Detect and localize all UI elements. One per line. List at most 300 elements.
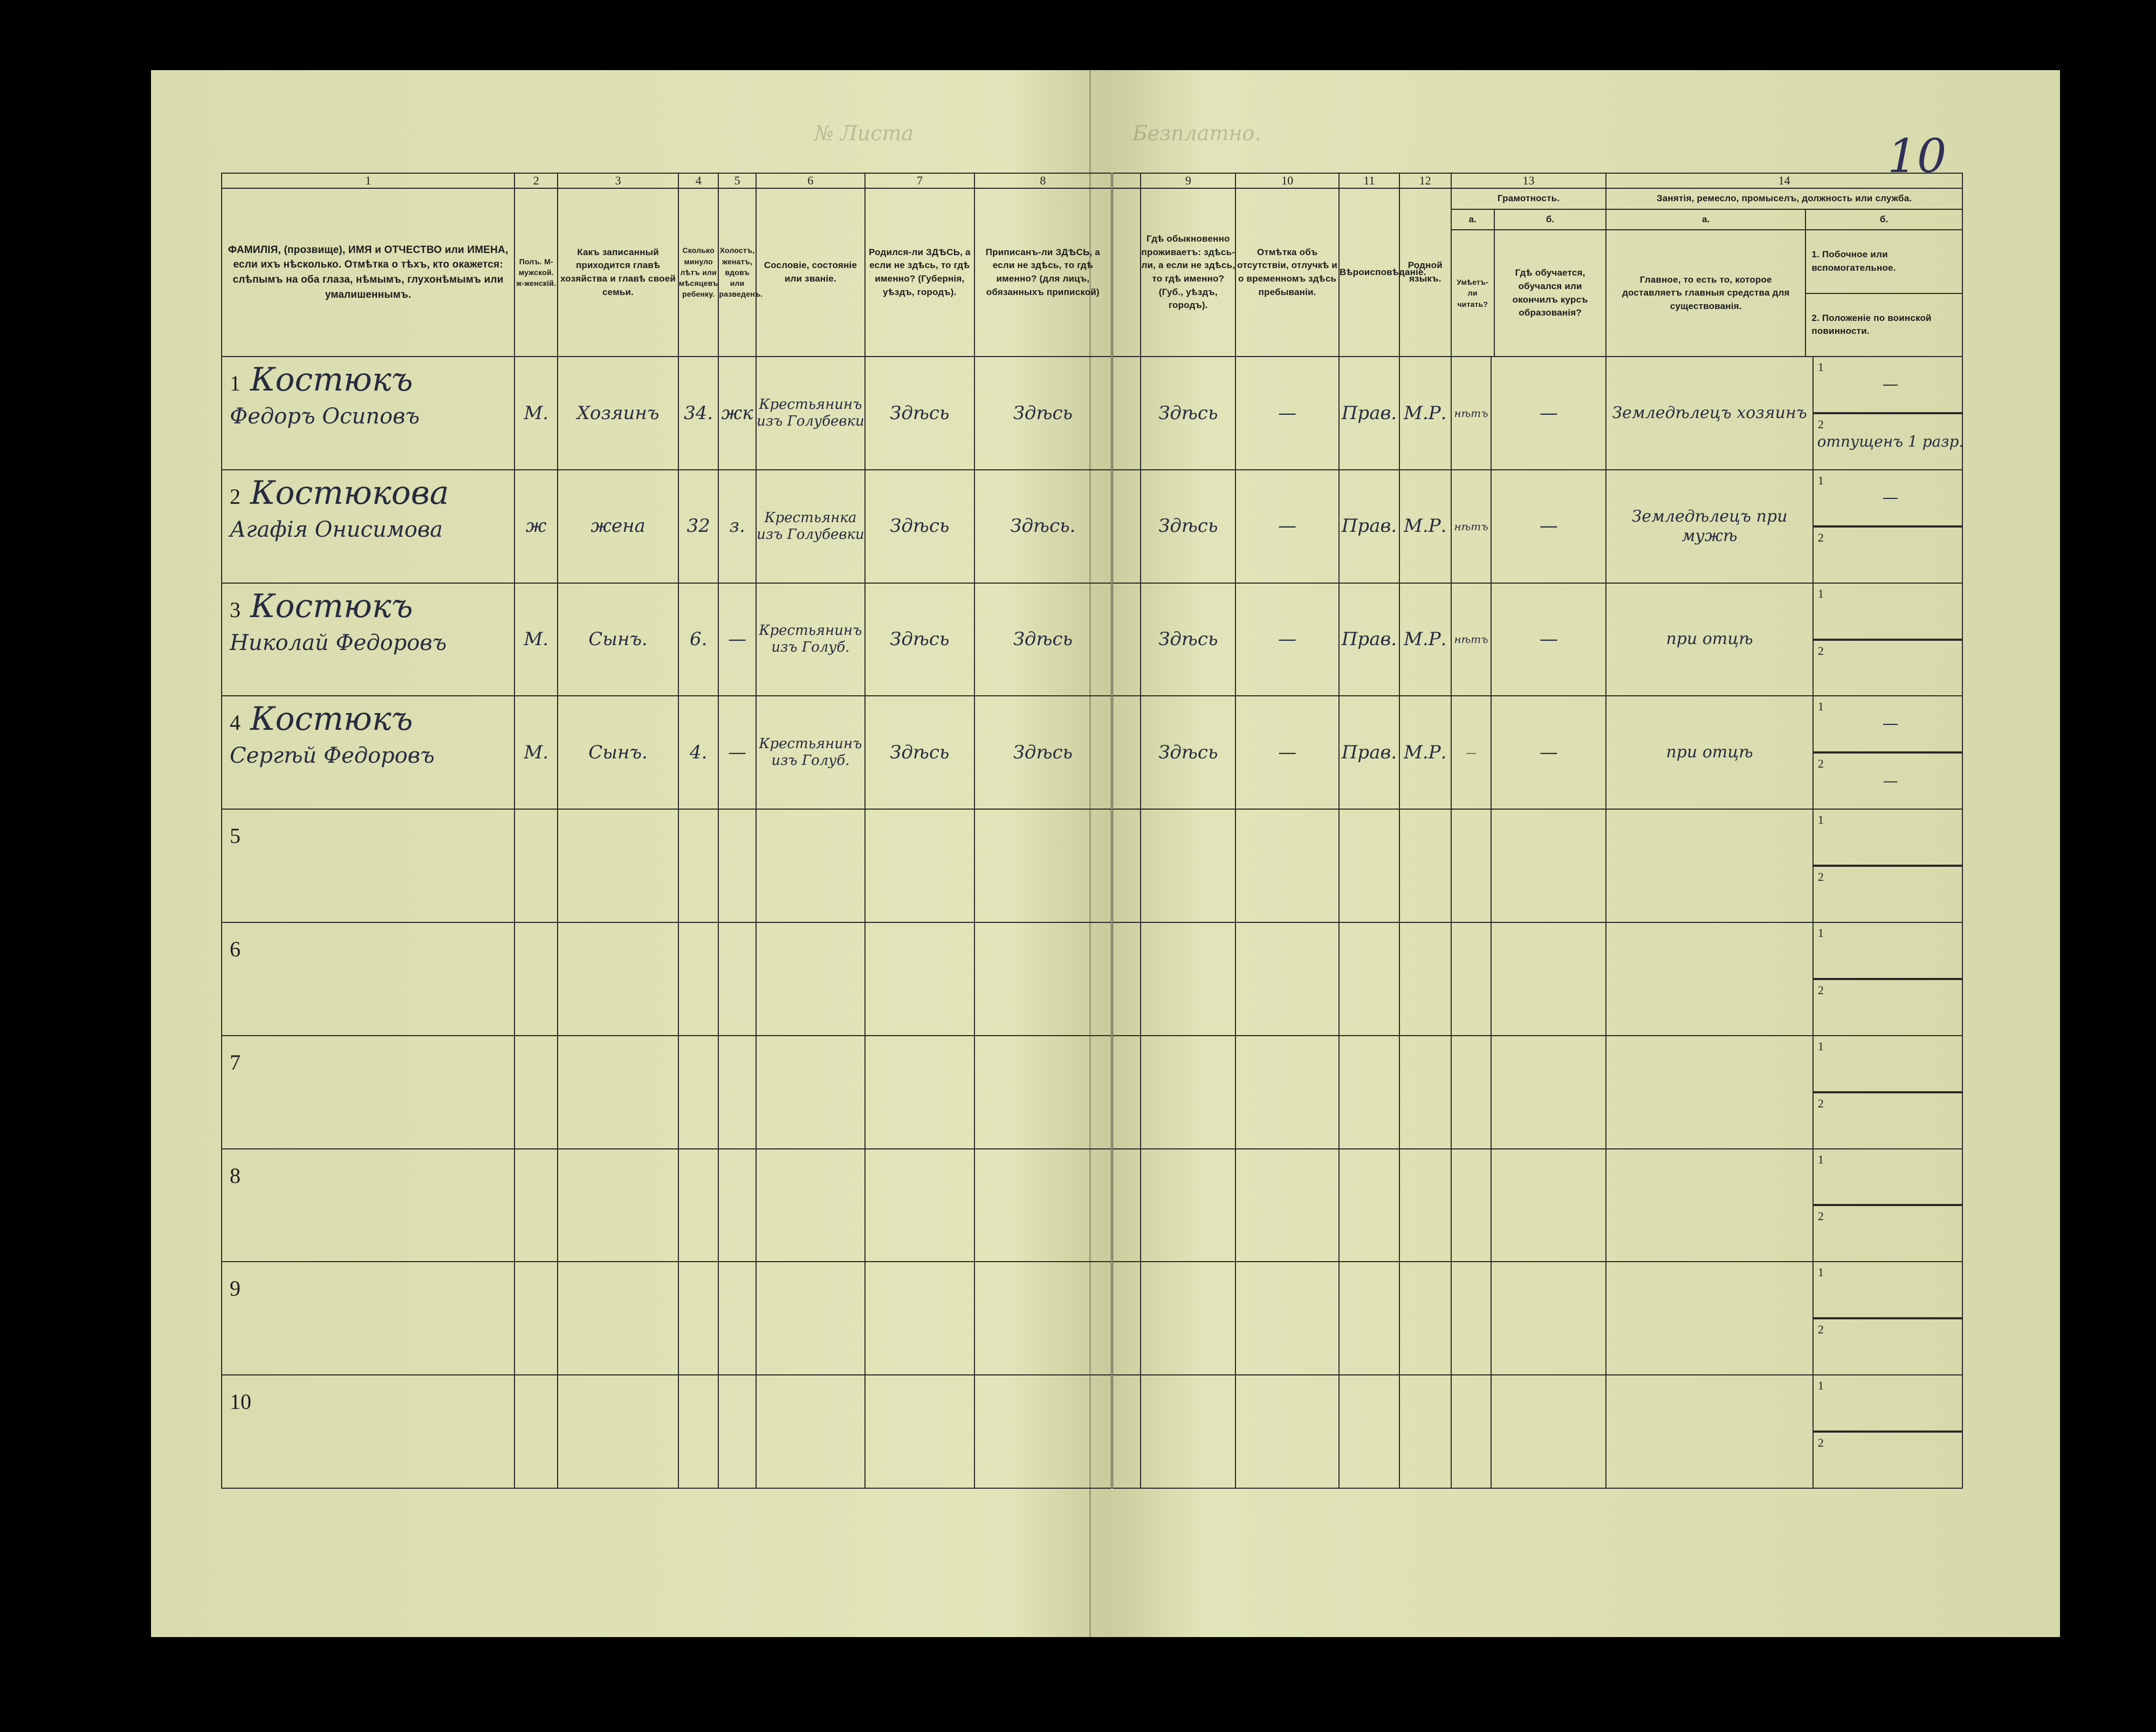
surname: Костюкъ: [250, 587, 413, 625]
cell-registered: [974, 470, 1113, 583]
value-resides: Здѣсь: [1158, 628, 1218, 651]
cell-sex: [514, 696, 558, 809]
cell-registered: [974, 922, 1113, 1036]
header-education: Гдѣ обучается, обучался или окончилъ курсъ образованія?: [1512, 268, 1588, 318]
value-education: —: [1539, 402, 1558, 424]
person-name-cell: [222, 809, 514, 922]
cell-born: [865, 809, 974, 922]
header-literacy: Грамотность.: [1452, 189, 1606, 210]
cell-sex: [514, 357, 558, 470]
cell-occupation-side: [1813, 357, 1962, 470]
cell-language: [1399, 1149, 1451, 1262]
cell-occupation_main: [1606, 696, 1813, 809]
cell-marital: [718, 1262, 756, 1375]
value-absence: —: [1278, 515, 1297, 537]
cell-language: [1399, 1375, 1451, 1488]
cell-estate: [756, 583, 865, 696]
value-education: —: [1539, 515, 1558, 537]
cell-absence: [1235, 1036, 1339, 1149]
cell-occupation_main: [1606, 470, 1813, 583]
header-age: Сколько минуло лѣтъ или мѣсяцевъ ребенку.: [678, 188, 719, 357]
value-absence: —: [1278, 741, 1297, 763]
table-row: [222, 696, 1962, 809]
cell-language: [1399, 1036, 1451, 1149]
header-military: 2. Положеніе по воинской повинности.: [1811, 312, 1932, 337]
cell-sex: [514, 470, 558, 583]
cell-occupation-side: [1813, 809, 1962, 922]
cell-religion: [1339, 809, 1399, 922]
surname: Костюкова: [250, 474, 449, 512]
cell-relation: [558, 809, 678, 922]
cell-language: [1399, 1262, 1451, 1375]
value-literate: нѣтъ: [1454, 519, 1488, 533]
cell-occupation-side: [1813, 922, 1962, 1036]
cell-age: [678, 809, 719, 922]
row-number: 5: [230, 824, 241, 848]
cell-relation: [558, 1262, 678, 1375]
cell-religion: [1339, 1262, 1399, 1375]
header-estate: Сословіе, состояніе или званіе.: [756, 188, 865, 357]
cell-age: [678, 922, 719, 1036]
faint-free-stamp: Безплатно.: [1132, 121, 1261, 145]
cell-sex: [514, 1036, 558, 1149]
cell-education: [1491, 1375, 1606, 1488]
cell-estate: [756, 357, 865, 470]
cell-sex: [514, 1375, 558, 1488]
cell-born: [865, 922, 974, 1036]
given-name: Федоръ Осиповъ: [230, 404, 420, 429]
gutter-cell: [1112, 470, 1141, 583]
cell-marital: [718, 696, 756, 809]
colnum-2: 2: [514, 173, 558, 188]
value-education: —: [1539, 628, 1558, 651]
value-sex: М.: [524, 741, 549, 763]
gutter-cell: [1112, 583, 1141, 696]
cell-relation: [558, 1375, 678, 1488]
faint-sheet-number: № Листа: [814, 121, 914, 145]
given-name: Николай Федоровъ: [230, 630, 447, 655]
row-number: 1: [230, 371, 241, 395]
header-occupation-group: [1606, 188, 1962, 357]
cell-estate: [756, 696, 865, 809]
value-military: отпущенъ 1 разр.: [1817, 433, 1964, 451]
table-row: [222, 583, 1962, 696]
gutter-cell: [1112, 1149, 1141, 1262]
row-number: 10: [230, 1389, 251, 1414]
cell-religion: [1339, 357, 1399, 470]
cell-age: [678, 470, 719, 583]
cell-estate: [756, 922, 865, 1036]
cell-absence: [1235, 357, 1339, 470]
cell-born: [865, 1375, 974, 1488]
cell-education: [1491, 357, 1606, 470]
header-residence: Гдѣ обыкновенно проживаетъ: здѣсь-ли, а если не здѣсь, то гдѣ именно? (Губ., уѣздъ, городъ).: [1141, 188, 1235, 357]
cell-sex: [514, 1149, 558, 1262]
value-born: Здѣсь: [890, 402, 950, 424]
cell-registered: [974, 357, 1113, 470]
cell-religion: [1339, 1149, 1399, 1262]
header-registration: Приписанъ-ли ЗДѢСЬ, а если не здѣсь, то гдѣ именно? (для лицъ, обязанныхъ припиской): [974, 188, 1113, 357]
value-estate: Крестьянинъ изъ Голуб.: [759, 736, 862, 769]
folio-number: 10: [1887, 129, 1947, 183]
cell-resides: [1141, 1036, 1235, 1149]
cell-religion: [1339, 696, 1399, 809]
cell-religion: [1339, 922, 1399, 1036]
sub-label-1: 1: [1817, 360, 1824, 374]
value-marital: жк: [721, 402, 753, 424]
gutter-cell: [1112, 922, 1141, 1036]
header-religion: Вѣроисповѣданіе.: [1339, 188, 1399, 357]
value-estate: Крестьянка изъ Голубевки: [757, 509, 864, 543]
sub-label-1: 1: [1817, 1265, 1824, 1279]
cell-relation: [558, 357, 678, 470]
cell-absence: [1235, 470, 1339, 583]
cell-occupation-side: [1813, 1375, 1962, 1488]
colnum-14: 14: [1606, 173, 1962, 188]
header-marital: Холостъ, женатъ, вдовъ или разведенъ.: [718, 188, 756, 357]
cell-resides: [1141, 809, 1235, 922]
cell-age: [678, 1149, 719, 1262]
header-absence: Отмѣтка объ отсутствіи, отлучкѣ и о временномъ здѣсь пребываніи.: [1235, 188, 1339, 357]
header-literacy-b: б.: [1546, 214, 1555, 224]
cell-education: [1491, 1036, 1606, 1149]
header-row: [222, 188, 1962, 357]
colnum-7: 7: [865, 173, 974, 188]
surname: Костюкъ: [250, 700, 413, 738]
value-age: 4.: [689, 741, 708, 763]
person-name-cell: [222, 922, 514, 1036]
colnum-12: 12: [1399, 173, 1451, 188]
cell-born: [865, 696, 974, 809]
colnum-5: 5: [718, 173, 756, 188]
gutter-cell: [1112, 1375, 1141, 1488]
value-resides: Здѣсь: [1158, 741, 1218, 763]
cell-absence: [1235, 1149, 1339, 1262]
cell-marital: [718, 1149, 756, 1262]
cell-education: [1491, 470, 1606, 583]
header-literacy-a: а.: [1452, 210, 1495, 230]
cell-resides: [1141, 1262, 1235, 1375]
row-number: 3: [230, 597, 241, 622]
cell-resides: [1141, 922, 1235, 1036]
gutter-cell: [1112, 809, 1141, 922]
cell-occupation_main: [1606, 1262, 1813, 1375]
cell-language: [1399, 922, 1451, 1036]
value-religion: Прав.: [1341, 515, 1397, 537]
cell-born: [865, 1149, 974, 1262]
value-language: М.Р.: [1404, 402, 1447, 424]
cell-resides: [1141, 1375, 1235, 1488]
value-relation: жена: [591, 515, 646, 537]
cell-occupation-side: [1813, 1036, 1962, 1149]
header-can-read: Умѣетъ-ли читать?: [1452, 230, 1495, 356]
cell-born: [865, 357, 974, 470]
value-occupation_main: Земледѣлецъ хозяинъ: [1612, 403, 1807, 422]
value-born: Здѣсь: [890, 741, 950, 763]
value-sex: М.: [524, 628, 549, 651]
given-name: Агафія Онисимова: [230, 517, 443, 542]
value-marital: —: [728, 628, 747, 651]
header-relation: Какъ записанный приходится главѣ хозяйства и главѣ своей семьи.: [558, 188, 678, 357]
cell-occupation-side: [1813, 583, 1962, 696]
value-military: —: [1883, 772, 1898, 790]
cell-relation: [558, 1036, 678, 1149]
value-estate: Крестьянинъ изъ Голубевки: [757, 396, 864, 429]
sub-label-1: 1: [1817, 1152, 1824, 1166]
sub-label-1: 1: [1817, 1039, 1824, 1053]
cell-marital: [718, 922, 756, 1036]
value-literate: нѣтъ: [1454, 406, 1488, 420]
header-name: ФАМИЛІЯ, (прозвище), ИМЯ и ОТЧЕСТВО или ИМЕНА, если ихъ нѣсколько. Отмѣтка о тѣхъ, кто окажется: слѣпымъ на оба глаза, нѣмымъ, глухонѣмымъ или умалишеннымъ.: [222, 188, 514, 357]
person-name-cell: [222, 696, 514, 809]
cell-occupation-side: [1813, 696, 1962, 809]
value-religion: Прав.: [1341, 741, 1397, 763]
value-occupation-side: —: [1882, 374, 1899, 394]
cell-age: [678, 696, 719, 809]
cell-religion: [1339, 1036, 1399, 1149]
cell-relation: [558, 922, 678, 1036]
colnum-13: 13: [1451, 173, 1606, 188]
value-relation: Сынъ.: [588, 628, 648, 651]
cell-relation: [558, 470, 678, 583]
cell-sex: [514, 922, 558, 1036]
cell-resides: [1141, 696, 1235, 809]
gutter-header-2: [1112, 188, 1141, 357]
cell-born: [865, 1262, 974, 1375]
value-absence: —: [1278, 402, 1297, 424]
row-number: 9: [230, 1276, 241, 1301]
gutter-cell: [1112, 1036, 1141, 1149]
value-registered: Здѣсь: [1013, 741, 1073, 763]
cell-education: [1491, 696, 1606, 809]
cell-sex: [514, 1262, 558, 1375]
cell-literate: [1451, 470, 1492, 583]
cell-religion: [1339, 470, 1399, 583]
cell-age: [678, 1262, 719, 1375]
value-sex: ж: [525, 515, 547, 537]
person-name-cell: [222, 1149, 514, 1262]
colnum-6: 6: [756, 173, 865, 188]
header-language: Родной языкъ.: [1399, 188, 1451, 357]
value-language: М.Р.: [1404, 628, 1447, 651]
sub-label-1: 1: [1817, 473, 1824, 487]
cell-resides: [1141, 583, 1235, 696]
row-number: 6: [230, 936, 241, 961]
colnum-9: 9: [1141, 173, 1235, 188]
cell-registered: [974, 696, 1113, 809]
surname: Костюкъ: [250, 361, 413, 399]
cell-education: [1491, 583, 1606, 696]
value-literate: —: [1466, 746, 1477, 759]
cell-literate: [1451, 1262, 1492, 1375]
value-marital: —: [728, 741, 747, 763]
sub-label-2: 2: [1817, 1096, 1824, 1110]
header-occupation-side: 1. Побочное или вспомогательное.: [1806, 230, 1962, 293]
value-language: М.Р.: [1404, 741, 1447, 763]
colnum-1: 1: [222, 173, 514, 188]
cell-registered: [974, 1262, 1113, 1375]
sub-label-1: 1: [1817, 813, 1824, 827]
cell-religion: [1339, 583, 1399, 696]
value-language: М.Р.: [1404, 515, 1447, 537]
cell-estate: [756, 809, 865, 922]
value-education: —: [1539, 741, 1558, 763]
value-literate: нѣтъ: [1454, 633, 1488, 646]
value-occupation_main: при отцѣ: [1666, 743, 1753, 762]
cell-sex: [514, 583, 558, 696]
cell-marital: [718, 583, 756, 696]
cell-occupation-side: [1813, 1262, 1962, 1375]
value-religion: Прав.: [1341, 628, 1397, 651]
colnum-11: 11: [1339, 173, 1399, 188]
value-age: 32: [686, 515, 710, 537]
value-registered: Здѣсь.: [1010, 515, 1076, 537]
row-number: 2: [230, 484, 241, 509]
cell-age: [678, 1375, 719, 1488]
value-occupation_main: при отцѣ: [1666, 629, 1753, 649]
cell-estate: [756, 1375, 865, 1488]
cell-occupation_main: [1606, 1149, 1813, 1262]
value-registered: Здѣсь: [1013, 402, 1073, 424]
cell-born: [865, 1036, 974, 1149]
table-row: [222, 1149, 1962, 1262]
table-row: [222, 470, 1962, 583]
census-rows: [222, 357, 1962, 1488]
value-born: Здѣсь: [890, 628, 950, 651]
cell-relation: [558, 583, 678, 696]
value-resides: Здѣсь: [1158, 515, 1218, 537]
value-relation: Хозяинъ: [576, 402, 660, 424]
row-number: 4: [230, 710, 241, 735]
table-row: [222, 922, 1962, 1036]
value-occupation-side: —: [1882, 714, 1899, 734]
cell-language: [1399, 809, 1451, 922]
value-estate: Крестьянинъ изъ Голуб.: [759, 622, 862, 656]
value-resides: Здѣсь: [1158, 402, 1218, 424]
gutter-cell: [1112, 357, 1141, 470]
cell-marital: [718, 1036, 756, 1149]
person-name-cell: [222, 583, 514, 696]
cell-language: [1399, 696, 1451, 809]
colnum-10: 10: [1235, 173, 1339, 188]
gutter-cell: [1112, 1262, 1141, 1375]
cell-literate: [1451, 357, 1492, 470]
value-relation: Сынъ.: [588, 741, 648, 763]
sub-label-1: 1: [1817, 1379, 1824, 1393]
table-row: [222, 1262, 1962, 1375]
cell-absence: [1235, 696, 1339, 809]
header-occupation-main: Главное, то есть то, которое доставляетъ главныя средства для существованія.: [1606, 230, 1806, 356]
cell-absence: [1235, 583, 1339, 696]
cell-registered: [974, 1149, 1113, 1262]
table-row: [222, 1375, 1962, 1488]
sub-label-1: 1: [1817, 586, 1824, 600]
cell-education: [1491, 1262, 1606, 1375]
cell-absence: [1235, 922, 1339, 1036]
header-occupation: Занятія, ремесло, промыселъ, должность или служба.: [1606, 189, 1962, 210]
sub-label-2: 2: [1817, 983, 1824, 997]
sub-label-1: 1: [1817, 700, 1824, 714]
cell-occupation-side: [1813, 470, 1962, 583]
cell-marital: [718, 357, 756, 470]
cell-age: [678, 1036, 719, 1149]
header-literacy-group: [1451, 188, 1606, 357]
value-age: 6.: [689, 628, 708, 651]
cell-estate: [756, 1262, 865, 1375]
person-name-cell: [222, 1262, 514, 1375]
cell-resides: [1141, 1149, 1235, 1262]
cell-estate: [756, 470, 865, 583]
colnum-4: 4: [678, 173, 719, 188]
sub-label-2: 2: [1817, 530, 1824, 544]
cell-absence: [1235, 1262, 1339, 1375]
cell-education: [1491, 922, 1606, 1036]
value-born: Здѣсь: [890, 515, 950, 537]
cell-absence: [1235, 809, 1339, 922]
cell-registered: [974, 809, 1113, 922]
cell-registered: [974, 1036, 1113, 1149]
header-occupation-b: б.: [1879, 214, 1889, 224]
value-age: 34.: [684, 402, 713, 424]
cell-literate: [1451, 696, 1492, 809]
header-birthplace: Родился-ли ЗДѢСЬ, а если не здѣсь, то гдѣ именно? (Губернія, уѣздъ, городъ).: [865, 188, 974, 357]
sub-label-2: 2: [1817, 1436, 1824, 1450]
cell-absence: [1235, 1375, 1339, 1488]
cell-literate: [1451, 583, 1492, 696]
value-occupation-side: —: [1882, 488, 1899, 507]
table-row: [222, 357, 1962, 470]
gutter-header: [1112, 173, 1141, 188]
cell-occupation_main: [1606, 922, 1813, 1036]
cell-resides: [1141, 357, 1235, 470]
gutter-cell: [1112, 696, 1141, 809]
cell-literate: [1451, 922, 1492, 1036]
cell-religion: [1339, 1375, 1399, 1488]
value-absence: —: [1278, 628, 1297, 651]
given-name: Сергѣй Федоровъ: [230, 743, 435, 769]
person-name-cell: [222, 470, 514, 583]
cell-age: [678, 357, 719, 470]
cell-literate: [1451, 1036, 1492, 1149]
person-name-cell: [222, 357, 514, 470]
sub-label-2: 2: [1817, 417, 1824, 431]
header-occupation-a: а.: [1606, 210, 1806, 230]
cell-sex: [514, 809, 558, 922]
cell-literate: [1451, 809, 1492, 922]
person-name-cell: [222, 1375, 514, 1488]
sub-label-2: 2: [1817, 870, 1824, 884]
cell-estate: [756, 1149, 865, 1262]
cell-occupation_main: [1606, 1375, 1813, 1488]
sub-label-2: 2: [1817, 1209, 1824, 1223]
person-name-cell: [222, 1036, 514, 1149]
cell-relation: [558, 1149, 678, 1262]
cell-occupation_main: [1606, 1036, 1813, 1149]
cell-resides: [1141, 470, 1235, 583]
sub-label-1: 1: [1817, 926, 1824, 940]
cell-born: [865, 470, 974, 583]
header-sex: Полъ. М-мужской. ж-женскій.: [514, 188, 558, 357]
cell-age: [678, 583, 719, 696]
cell-language: [1399, 470, 1451, 583]
value-sex: М.: [524, 402, 549, 424]
cell-literate: [1451, 1375, 1492, 1488]
cell-registered: [974, 583, 1113, 696]
value-religion: Прав.: [1341, 402, 1397, 424]
cell-occupation_main: [1606, 809, 1813, 922]
census-table: [221, 173, 1963, 1489]
colnum-3: 3: [558, 173, 678, 188]
